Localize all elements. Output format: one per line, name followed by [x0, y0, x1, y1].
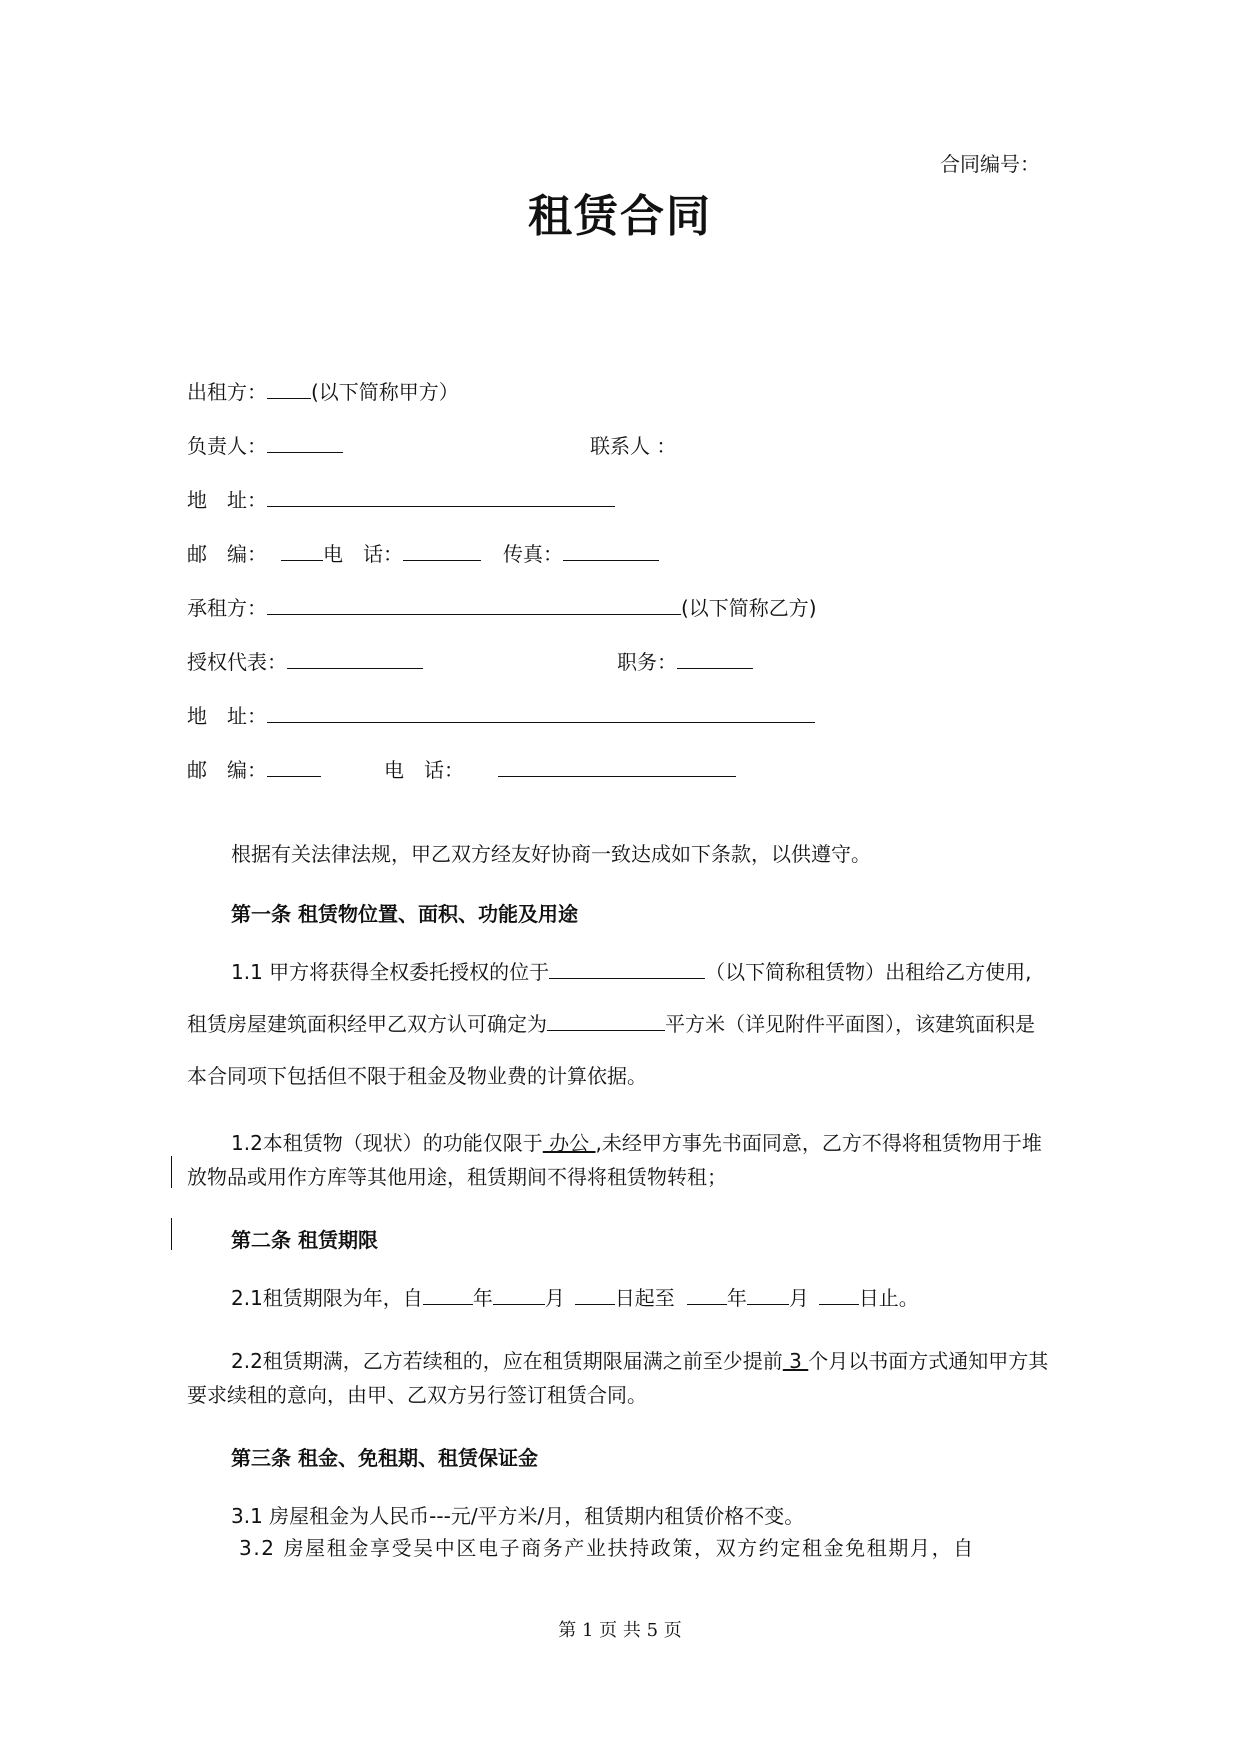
end-day-blank[interactable]: [819, 1284, 859, 1305]
lessee-name-suffix: (以下简称乙方): [681, 596, 817, 620]
lessor-fax-label: 传真：: [503, 542, 563, 566]
end-day-label: 日止。: [858, 1286, 919, 1310]
lessor-contact-label: 联系人 ：: [590, 434, 677, 458]
lessee-postcode-row: [187, 754, 321, 783]
lessor-address-label: 地 址：: [187, 488, 267, 512]
lessor-responsible-blank[interactable]: [267, 432, 343, 453]
end-month-label: 月: [788, 1286, 809, 1310]
lessee-address-row: [187, 700, 815, 729]
article2-clause1-text-a: 2.1租赁期限为年，自: [231, 1286, 423, 1310]
lessee-address-label: 地 址：: [187, 704, 267, 728]
article1-clause1-text-a: 1.1 甲方将获得全权委托授权的位于: [231, 960, 550, 984]
preamble: 根据有关法律法规，甲乙双方经友好协商一致达成如下条款，以供遵守。: [231, 842, 871, 866]
article3-clause1: 3.1 房屋租金为人民币---元/平方米/月，租赁期内租赁价格不变。: [231, 1504, 805, 1528]
article1-clause1-text-b: （以下简称租赁物）出租给乙方使用, 租赁房屋建筑面积经甲乙双方认可确定为: [187, 960, 1032, 1036]
article1-clause2-text-a: 1.2本租赁物（现状）的功能仅限于: [231, 1131, 543, 1155]
permitted-use-value: 办公: [542, 1131, 596, 1155]
lessor-postcode-label: 邮 编：: [187, 542, 267, 566]
start-month-blank[interactable]: [493, 1284, 545, 1305]
article2-heading: 第二条 租赁期限: [231, 1228, 378, 1252]
lessor-postcode-blank[interactable]: [281, 540, 323, 561]
lessor-address-blank[interactable]: [267, 486, 615, 507]
lessor-responsible-label: 负责人：: [187, 434, 267, 458]
leased-location-blank[interactable]: [549, 958, 705, 979]
revision-change-bar: [171, 1218, 172, 1250]
article1-clause1-text-c: 平方米（详见附件平面图），该建筑面积是本合同项下包括但不限于租金及物业费的计算依据。: [187, 1012, 1035, 1088]
page-number: 第 1 页 共 5 页: [558, 1620, 682, 1641]
lessee-position-label: 职务：: [617, 650, 677, 674]
end-year-label: 年: [726, 1286, 747, 1310]
lessee-representative-blank[interactable]: [287, 648, 423, 669]
lessee-position-row: [617, 646, 753, 675]
lessor-phone-label: 电 话：: [323, 542, 403, 566]
revision-change-bar: [171, 1156, 172, 1188]
document-title: 租赁合同: [528, 191, 712, 242]
article1-clause2: [187, 1126, 1053, 1194]
start-month-label: 月: [544, 1286, 565, 1310]
article2-clause2-text-b: 个月以书面方式通知甲方其要求续租的意向，由甲、乙双方另行签订租赁合同。: [187, 1349, 1049, 1407]
lessor-name-suffix: (以下简称甲方）: [311, 380, 459, 404]
article1-clause2-text-b: ,未经甲方事先书面同意，乙方不得将租赁物用于堆放物品或用作方库等其他用途，租赁期间不得将租赁物转租；: [187, 1131, 1042, 1189]
end-year-blank[interactable]: [687, 1284, 727, 1305]
lessee-postcode-label: 邮 编：: [187, 758, 267, 782]
lessee-name-label: 承租方：: [187, 596, 267, 620]
lessor-name-row: [187, 376, 459, 405]
lessee-name-blank[interactable]: [267, 594, 681, 615]
article1-heading: 第一条 租赁物位置、面积、功能及用途: [231, 902, 578, 926]
leased-area-blank[interactable]: [547, 1010, 665, 1031]
article2-clause2-text-a: 2.2租赁期满，乙方若续租的，应在租赁期限届满之前至少提前: [231, 1349, 783, 1373]
start-year-label: 年: [472, 1286, 493, 1310]
lessee-phone-row: [384, 754, 736, 783]
lessee-phone-blank[interactable]: [498, 756, 736, 777]
start-day-blank[interactable]: [575, 1284, 615, 1305]
contract-number-label: 合同编号：: [940, 152, 1040, 176]
article1-clause1: [187, 946, 1053, 1102]
lessee-representative-label: 授权代表：: [187, 650, 287, 674]
start-year-blank[interactable]: [423, 1284, 473, 1305]
notice-months-value: 3: [782, 1349, 809, 1373]
lessor-responsible-row: [187, 430, 343, 459]
lessor-fax-blank[interactable]: [563, 540, 659, 561]
lessee-postcode-blank[interactable]: [267, 756, 321, 777]
lessee-phone-label: 电 话：: [384, 758, 464, 782]
lessee-position-blank[interactable]: [677, 648, 753, 669]
lessor-name-blank[interactable]: [267, 378, 311, 399]
lessor-phone-blank[interactable]: [403, 540, 481, 561]
article3-heading: 第三条 租金、免租期、租赁保证金: [231, 1446, 538, 1470]
start-day-label: 日起至: [614, 1286, 675, 1310]
end-month-blank[interactable]: [747, 1284, 789, 1305]
lessee-representative-row: [187, 646, 423, 675]
lessee-address-blank[interactable]: [267, 702, 815, 723]
lessor-postcode-row: [187, 538, 659, 567]
lessor-name-label: 出租方：: [187, 380, 267, 404]
lessor-address-row: [187, 484, 615, 513]
article2-clause2: [187, 1344, 1053, 1412]
article3-clause2: 3.2 房屋租金享受吴中区电子商务产业扶持政策，双方约定租金免租期月，自: [239, 1536, 975, 1560]
lessee-name-row: [187, 592, 817, 621]
article2-clause1: [231, 1282, 919, 1311]
